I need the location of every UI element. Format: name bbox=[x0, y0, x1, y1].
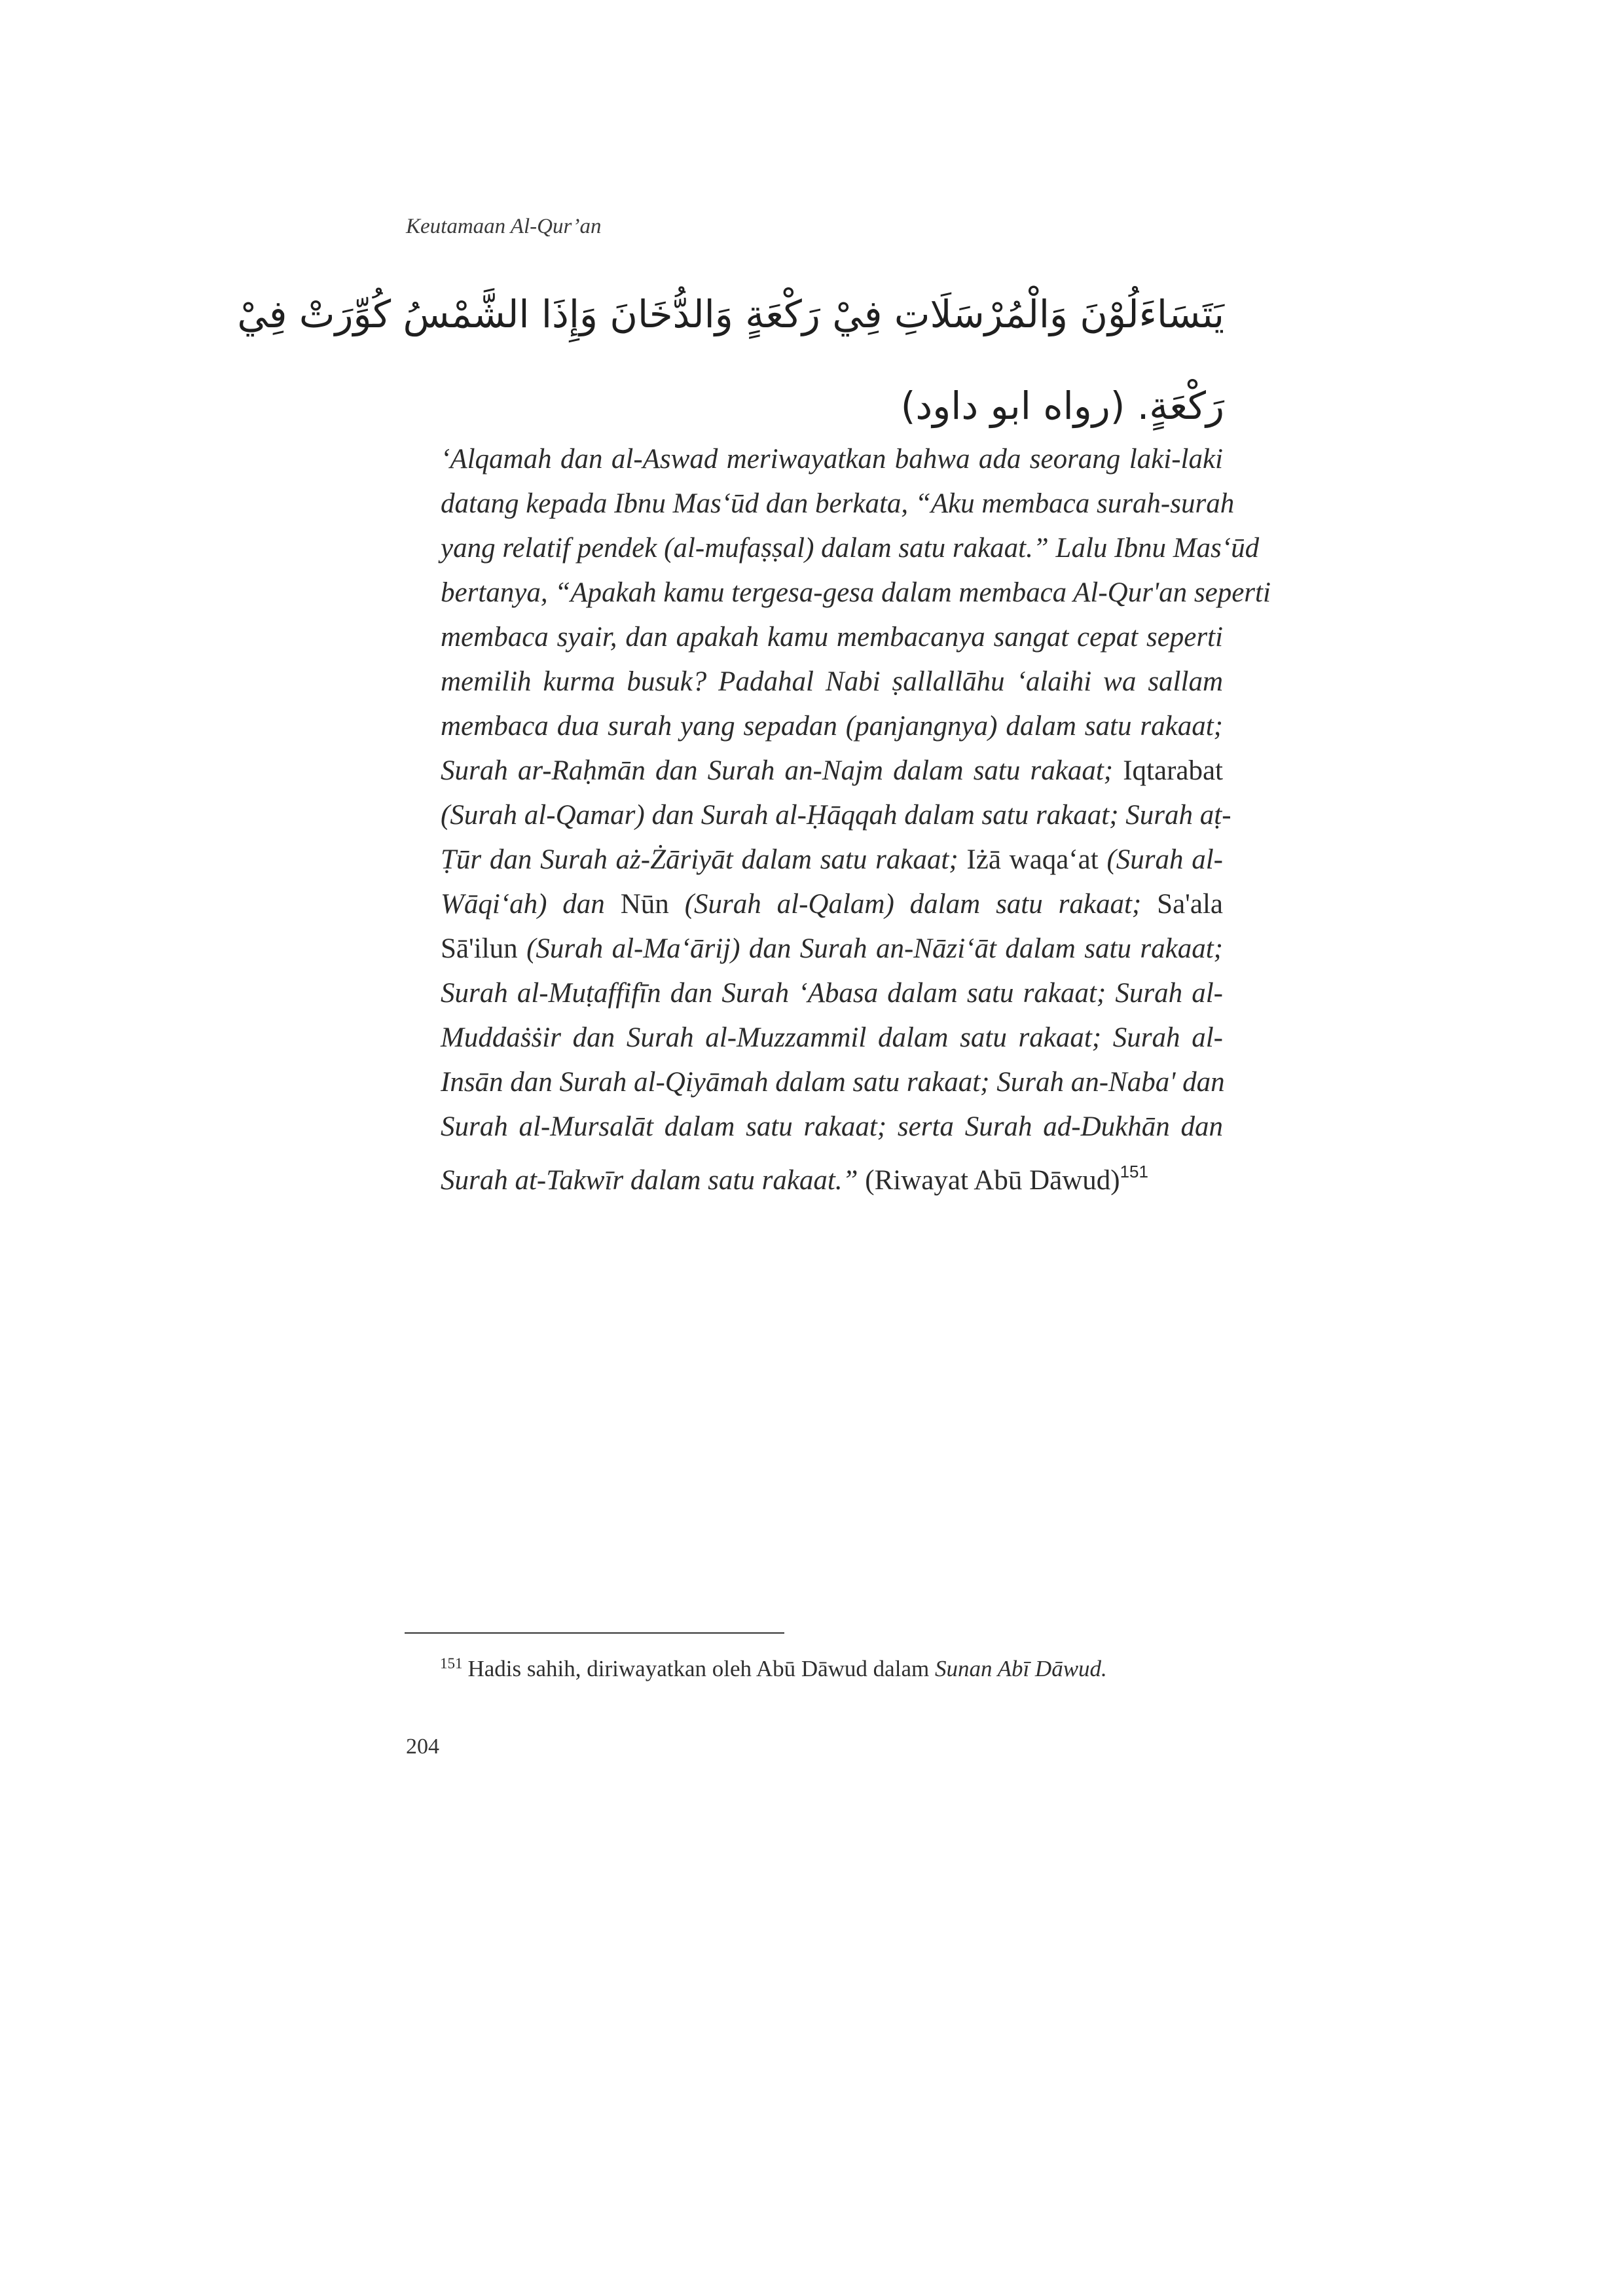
translation-fragment: Ṭūr dan Surah aż-Żāriyāt dalam satu rakaat; bbox=[441, 844, 958, 875]
translation-fragment: (Surah al- bbox=[1106, 844, 1223, 875]
translation-paragraph bbox=[441, 437, 1271, 1203]
translation-line: Surah al-Mursalāt dalam satu rakaat; serta Surah ad-Dukhān dan bbox=[441, 1111, 1223, 1142]
translation-line: Muddaṡṡir dan Surah al-Muzzammil dalam satu rakaat; Surah al- bbox=[441, 1022, 1223, 1053]
translation-line: Insān dan Surah al-Qiyāmah dalam satu rakaat; Surah an-Naba' dan bbox=[441, 1067, 1225, 1098]
page-number: 204 bbox=[406, 1734, 439, 1759]
translation-fragment: (Surah al-Ma‘ārij) dan Surah an-Nāzi‘āt dalam satu rakaat; bbox=[526, 933, 1223, 964]
translation-fragment: Surah at-Takwīr dalam satu rakaat.” bbox=[441, 1165, 858, 1196]
footnote-reference[interactable]: 151 bbox=[1120, 1162, 1148, 1181]
footnote-text: Hadis sahih, diriwayatkan oleh Abū Dāwud dalam bbox=[467, 1656, 930, 1681]
translation-line: bertanya, “Apakah kamu tergesa-gesa dalam membaca Al-Qur'an seperti bbox=[441, 577, 1271, 608]
translation-fragment: Surah ar-Raḥmān dan Surah an-Najm dalam satu rakaat; bbox=[441, 755, 1114, 786]
surah-name-roman: Sa'ala bbox=[1157, 889, 1224, 920]
translation-line: datang kepada Ibnu Mas‘ūd dan berkata, “Aku membaca surah-surah bbox=[441, 488, 1235, 519]
translation-line: yang relatif pendek (al-mufaṣṣal) dalam satu rakaat.” Lalu Ibnu Mas‘ūd bbox=[441, 533, 1260, 564]
translation-line: (Surah al-Qamar) dan Surah al-Ḥāqqah dalam satu rakaat; Surah aṭ- bbox=[441, 800, 1231, 831]
translation-line bbox=[441, 927, 1223, 971]
translation-line: membaca dua surah yang sepadan (panjangnya) dalam satu rakaat; bbox=[441, 711, 1223, 742]
surah-name-roman: Iżā waqa‘at bbox=[966, 844, 1099, 875]
translation-line bbox=[441, 838, 1223, 882]
footnote-book-title: Sunan Abī Dāwud. bbox=[934, 1656, 1107, 1681]
footnote bbox=[440, 1648, 1107, 1685]
translation-line: ‘Alqamah dan al-Aswad meriwayatkan bahwa ada seorang laki-laki bbox=[441, 444, 1223, 475]
footnote-separator bbox=[405, 1632, 784, 1634]
footnote-number: 151 bbox=[440, 1655, 463, 1672]
translation-line bbox=[441, 749, 1223, 793]
surah-name-roman: Nūn bbox=[620, 889, 669, 920]
surah-name-roman: Sā'ilun bbox=[441, 933, 518, 964]
arabic-line-1: يَتَسَاءَلُوْنَ وَالْمُرْسَلَاتِ فِيْ رَكْعَةٍ وَالدُّخَانَ وَإِذَا الشَّمْسُ كُوِّرَتْ فِيْ bbox=[237, 292, 1224, 336]
surah-name-roman: Iqtarabat bbox=[1123, 755, 1224, 786]
citation: (Riwayat Abū Dāwud) bbox=[865, 1165, 1120, 1196]
translation-fragment: (Surah al-Qalam) dalam satu rakaat; bbox=[684, 889, 1142, 920]
translation-line: membaca syair, dan apakah kamu membacanya sangat cepat seperti bbox=[441, 622, 1223, 653]
translation-line bbox=[441, 882, 1223, 927]
translation-fragment: Wāqi‘ah) dan bbox=[441, 889, 605, 920]
translation-line: Surah al-Muṭaffifīn dan Surah ‘Abasa dalam satu rakaat; Surah al- bbox=[441, 978, 1223, 1009]
translation-line bbox=[441, 1149, 1223, 1203]
arabic-line-2: رَكْعَةٍ. (رواه ابو داود) bbox=[900, 384, 1224, 428]
translation-line: memilih kurma busuk? Padahal Nabi ṣallallāhu ‘alaihi wa sallam bbox=[441, 666, 1223, 697]
arabic-hadith-text bbox=[237, 268, 1224, 452]
running-header: Keutamaan Al-Qur’an bbox=[406, 215, 602, 238]
